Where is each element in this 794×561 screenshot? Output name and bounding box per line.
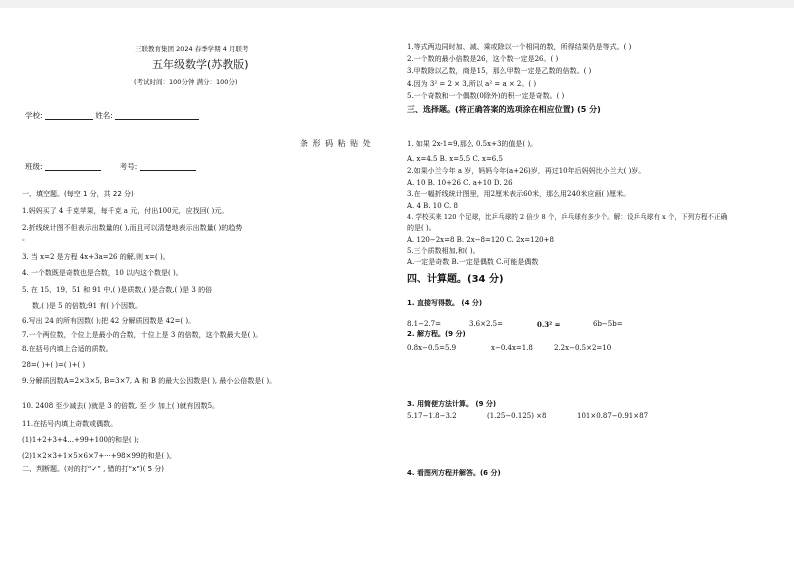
exam-meta: (考试时间：100分钟 满分：100分) bbox=[134, 78, 238, 86]
judge-1: 1.等式两边同时加、减、乘或除以一个相同的数，所得结果仍是等式。( ) bbox=[407, 43, 632, 51]
top-scroll-bar bbox=[0, 0, 794, 8]
sub-1-heading: 1. 直接写得数。 (4 分) bbox=[407, 299, 483, 307]
question-11-part-2: (2)1×2×3+1×5×6×7+···+98×99的和是( )。 bbox=[22, 452, 177, 460]
sub-2-heading: 2. 解方程。(9 分) bbox=[407, 330, 466, 338]
question-2-tail: 。 bbox=[22, 234, 29, 242]
section-3-heading: 三、选择题。(将正确答案的选项涂在相应位置) (5 分) bbox=[407, 105, 601, 114]
judge-5: 5.一个奇数和一个偶数(0除外)的积一定是奇数。( ) bbox=[407, 92, 565, 100]
judge-4: 4.因为 3² = 2 × 3,所以 a² = a × 2。( ) bbox=[407, 80, 537, 88]
section-1-heading: 一、填空题。(每空 1 分，共 22 分) bbox=[22, 190, 134, 198]
simplify-item: 5.17−1.8−3.2 bbox=[407, 412, 457, 420]
choice-5: 5.三个质数相加,和( )。 bbox=[407, 247, 480, 255]
calc-item: 0.3² = bbox=[537, 320, 561, 329]
question-11: 11.在括号内填上奇数或偶数。 bbox=[22, 420, 118, 428]
question-5-line-1: 5. 在 15、19、51 和 91 中,( )是质数,( )是合数,( )是 3 的倍 bbox=[22, 286, 213, 294]
question-1: 1.妈妈买了 4 千克苹果，每千克 a 元，付出100元，应找回( )元。 bbox=[22, 207, 229, 215]
choice-3-options: A. 4 B. 10 C. 8 bbox=[407, 202, 458, 210]
choice-2-options: A. 10 B. 10+26 C. a+10 D. 26 bbox=[407, 179, 513, 187]
choice-4-options: A. 120−2x=8 B. 2x−8=120 C. 2x=120+8 bbox=[407, 236, 554, 244]
choice-1: 1. 如果 2x-1=9,那么 0.5x+3的值是( )。 bbox=[407, 140, 538, 148]
calc-item: 3.6×2.5= bbox=[469, 320, 503, 328]
calc-item: 8.1−2.7= bbox=[407, 320, 441, 328]
question-6: 6.写出 24 的所有因数( );把 42 分解质因数是 42=( )。 bbox=[22, 317, 196, 325]
simplify-item: (1.25−0.125) ×8 bbox=[487, 412, 547, 420]
question-2: 2.折线统计图不但表示出数量的( ),而且可以清楚地表示出数量( )的趋势 bbox=[22, 224, 243, 232]
class-label: 班级: 考号: bbox=[25, 162, 196, 171]
question-8: 8.在括号内填上合适的质数。 bbox=[22, 345, 113, 353]
question-5-line-2: 数,( )是 5 的倍数;91 有( )个因数。 bbox=[32, 302, 142, 310]
question-11-part-1: (1)1+2+3+4...+99+100的和是( ); bbox=[22, 436, 140, 444]
choice-1-options: A. x=4.5 B. x=5.5 C. x=6.5 bbox=[407, 155, 503, 163]
calc-item: 6b−5b= bbox=[593, 320, 623, 328]
exam-title: 五年级数学(苏教版) bbox=[152, 58, 249, 71]
barcode-label: 条 形 码 粘 贴 处 bbox=[300, 139, 372, 148]
question-3: 3. 当 x=2 是方程 4x+3a=26 的解,则 x=( )。 bbox=[22, 253, 170, 261]
sub-4-heading: 4. 看图列方程并解答。(6 分) bbox=[407, 469, 501, 477]
question-7: 7.一个两位数，个位上是最小的合数，十位上是 3 的倍数，这个数最大是( )。 bbox=[22, 331, 263, 339]
section-4-heading: 四、计算题。(34 分) bbox=[407, 274, 504, 285]
sub-3-heading: 3. 用简便方法计算。 (9 分) bbox=[407, 400, 497, 408]
choice-5-options: A.一定是奇数 B.一定是偶数 C.可能是偶数 bbox=[407, 258, 539, 266]
exam-no-field[interactable] bbox=[140, 163, 196, 171]
question-4: 4. 一个数既是奇数也是合数，10 以内这个数是( )。 bbox=[22, 269, 183, 277]
choice-4-tail: 的是( )。 bbox=[407, 224, 436, 232]
question-10: 10. 2408 至少减去( )就是 3 的倍数, 至 少 加上( )就有因数5。 bbox=[22, 402, 220, 410]
equation-item: 0.8x−0.5=5.9 bbox=[407, 344, 457, 352]
choice-3: 3.在一幅折线统计图里，用2厘米表示60米，那么用240米应画( )厘米。 bbox=[407, 190, 631, 198]
choice-4: 4. 学校买来 120 个足球，比乒乓球的 2 倍少 8 个，乒乓球有多少个。解：设乒乓球有 x 个，下列方程不正确 bbox=[407, 213, 728, 221]
question-8-blanks: 28=( )+( )=( )+( ) bbox=[22, 361, 86, 369]
judge-2: 2.一个数的最小倍数是26，这个数一定是26。( ) bbox=[407, 55, 559, 63]
school-field[interactable] bbox=[45, 112, 93, 120]
school-label: 学校: 姓名: bbox=[25, 111, 199, 120]
simplify-item: 101×0.87−0.91×87 bbox=[577, 412, 649, 420]
exam-org: 三联教育集团 2024 春季学期 4 月联考 bbox=[135, 45, 249, 53]
name-field[interactable] bbox=[115, 112, 199, 120]
judge-3: 3.甲数除以乙数，商是15，那么甲数一定是乙数的倍数。( ) bbox=[407, 67, 592, 75]
section-2-heading: 二、判断题。(对的打“✓” , 错的打“x”)( 5 分) bbox=[22, 465, 165, 473]
question-9: 9.分解质因数A=2×3×5, B=3×7, A 和 B 的最大公因数是( ), 最小公倍数是( )。 bbox=[22, 377, 277, 385]
equation-item: 2.2x−0.5×2=10 bbox=[554, 344, 612, 352]
equation-item: x−0.4x=1.8 bbox=[491, 344, 533, 352]
class-field[interactable] bbox=[45, 163, 101, 171]
choice-2: 2.如果小兰今年 a 岁，妈妈今年(a+26)岁，再过10年后妈妈比小兰大( )岁。 bbox=[407, 167, 646, 175]
